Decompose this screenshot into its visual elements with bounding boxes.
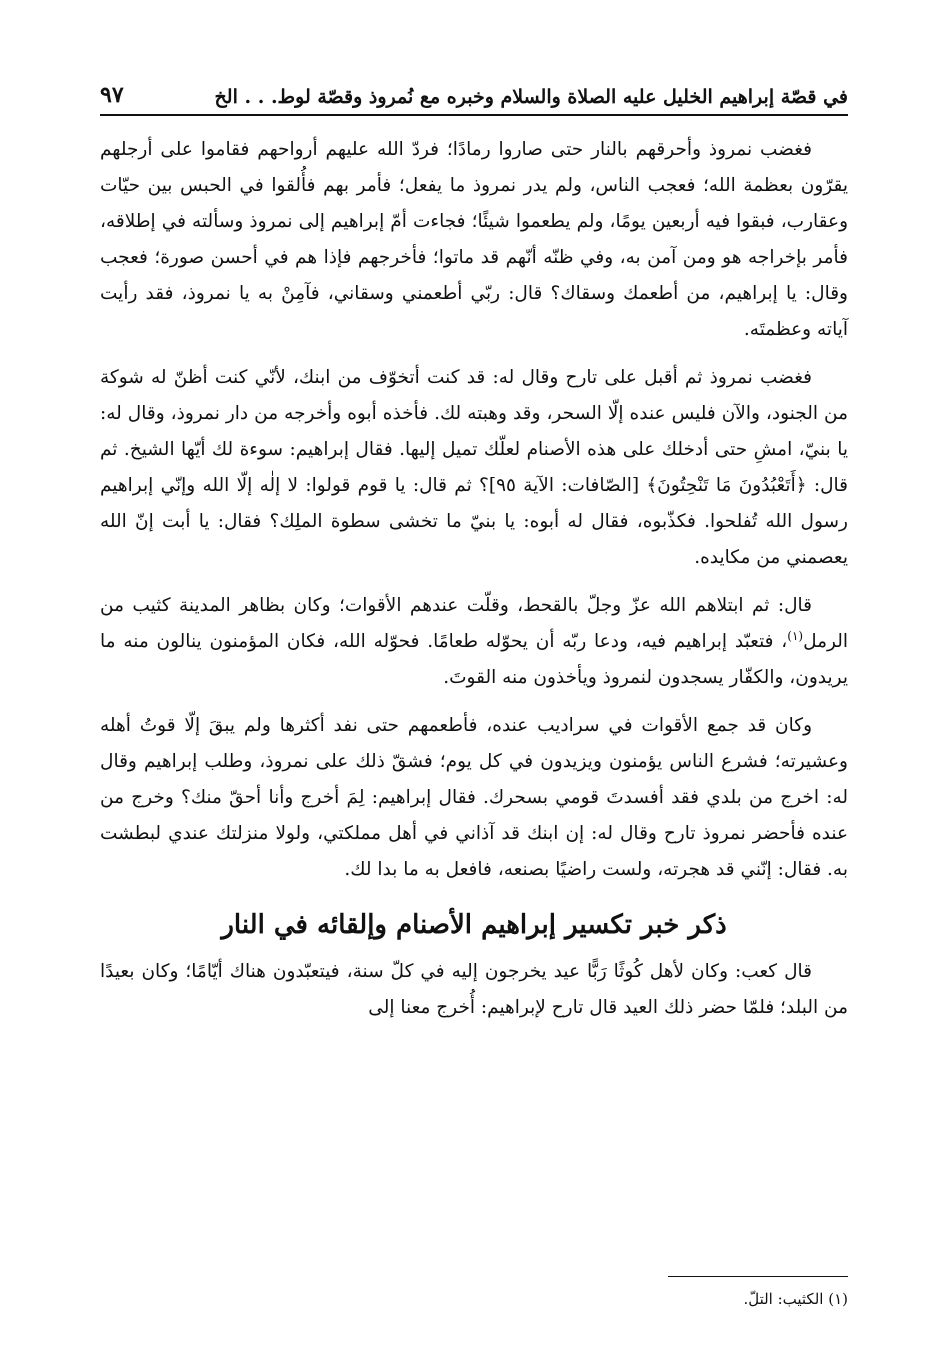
running-header (100, 68, 848, 116)
footnote-area (100, 1276, 848, 1311)
paragraph-5: قال كعب: وكان لأهل كُوثًا رَبًّا عيد يخرجون إليه في كلّ سنة، فيتعبّدون هناك أيّامًا؛ وكان بعيدًا من البلد؛ فلمّا حضر ذلك العيد قال تارح لإبراهيم: أُخرج معنا إلى (100, 961, 848, 1018)
paragraph-4: وكان قد جمع الأقوات في سراديب عنده، فأطعمهم حتى نفد أكثرها ولم يبقَ إلّا قوتُ أهله وعشيرته؛ فشرع الناس يؤمنون ويزيدون في كل يوم؛ فشقّ ذلك على نمروذ، وطلب إبراهيم وقال له: اخرج من بلدي فقد أفسدتَ قومي بسحرك. فقال إبراهيم: لِمَ أخرج وأنا أحقّ منك؟ وخرج من عنده فأحضر نمروذ تارح وقال له: إن ابنك قد آذاني في أهل مملكتي، ولولا منزلتك عندي لبطشت به. فقال: إنّني قد هجرته، ولست راضيًا بصنعه، فافعل به ما بدا لك. (100, 715, 848, 880)
page-number: ٩٧ (100, 82, 124, 108)
footnote-1: (١) الكثيب: التلّ. (743, 1290, 848, 1308)
section-heading: ذكر خبر تكسير إبراهيم الأصنام وإلقائه في النار (221, 910, 727, 940)
paragraph-2: فغضب نمروذ ثم أقبل على تارح وقال له: قد كنت أتخوّف من ابنك، لأنّي كنت أظنّ له شوكة من الجنود، والآن فليس عنده إلّا السحر، وقد وهبته لك. فأخذه أبوه وأخرجه من دار نمروذ، وقال له: يا بنيّ، امشِ حتى أدخلك على هذه الأصنام لعلّك تميل إليها. فقال إبراهيم: سوءة لك أيّها الشيخ. ثم قال: ﴿أَتَعْبُدُونَ مَا تَنْحِتُونَ﴾ [الصّافات: الآية ٩٥]؟ ثم قال: يا قوم قولوا: لا إلٰه إلّا الله وإنّي إبراهيم رسول الله تُفلحوا. فكذّبوه، فقال له أبوه: يا بنيّ ما تخشى سطوة الملِك؟ فقال: يا أبت إنّ الله يعصمني من مكايده. (100, 367, 848, 568)
running-header-title: في قصّة إبراهيم الخليل عليه الصلاة والسلام وخبره مع نُمروذ وقصّة لوط. . . الخ (214, 86, 848, 108)
paragraph-3-text-b: ، فتعبّد إبراهيم فيه، ودعا ربّه أن يحوّله طعامًا. فحوّله الله، فكان المؤمنون ينالون منه ما يريدون، والكفّار يسجدون لنمروذ ويأخذون منه القوتَ. (100, 631, 848, 688)
footnote-divider (668, 1276, 848, 1277)
book-page (100, 68, 848, 1328)
paragraph-3-text-a: قال: ثم ابتلاهم الله عزّ وجلّ بالقحط، وقلّت عندهم الأقوات؛ وكان بظاهر المدينة كثيب من الرمل (100, 595, 848, 652)
footnote-reference[interactable]: (١) (787, 628, 804, 643)
paragraph-3 (100, 588, 848, 696)
paragraph-1: فغضب نمروذ وأحرقهم بالنار حتى صاروا رمادًا؛ فردّ الله عليهم أرواحهم فقاموا على أرجلهم يقرّون بعظمة الله؛ فعجب الناس، ولم يدر نمروذ ما يفعل؛ فأمر بهم فأُلقوا في الحبس بين حيّات وعقارب، فبقوا فيه أربعين يومًا، ولم يطعموا شيئًا؛ فجاءت أمّ إبراهيم إلى نمروذ وسألته في إطلاقه، فأمر بإخراجه هو ومن آمن به، وفي ظنّه أنّهم قد ماتوا؛ فأخرجهم فإذا هم في أحسن صورة؛ فعجب وقال: يا إبراهيم، من أطعمك وسقاك؟ قال: ربّي أطعمني وسقاني، فآمِنْ به يا نمروذ، فقد رأيت آياته وعظمتَه. (100, 139, 848, 340)
body-text (100, 132, 848, 1026)
